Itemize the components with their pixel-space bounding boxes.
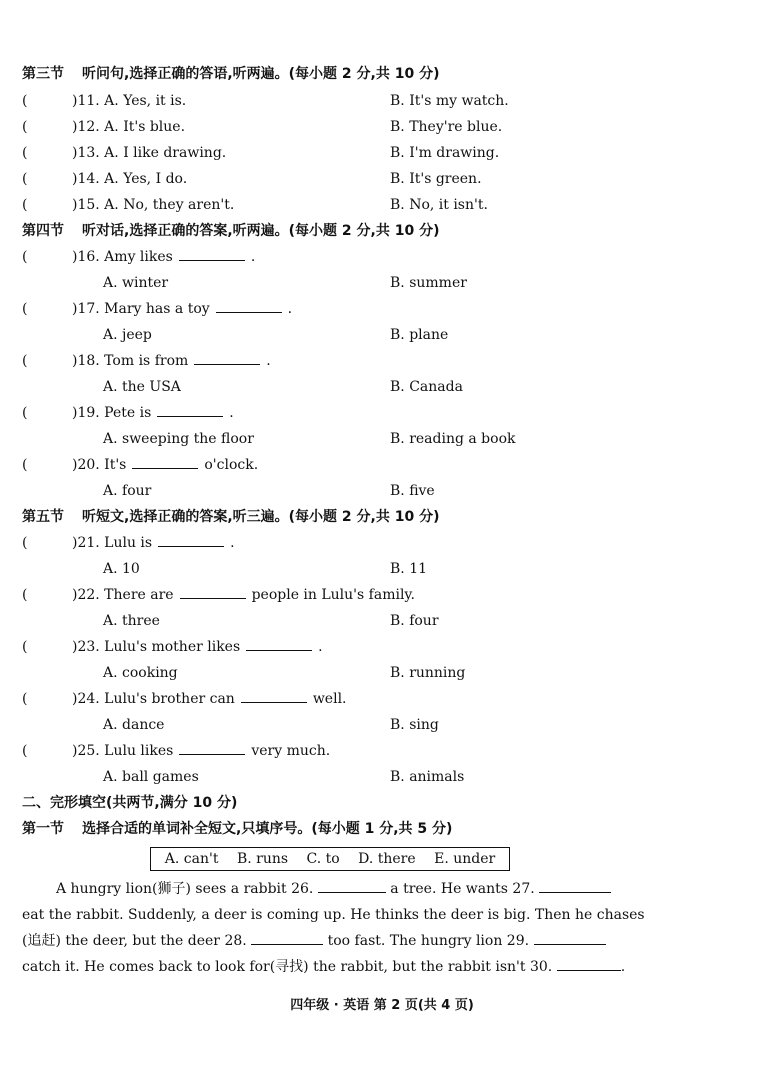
options-row	[0, 270, 764, 296]
question-row	[0, 166, 764, 192]
passage-line-1	[56, 876, 764, 902]
option-b: B. 11	[390, 561, 428, 577]
options-row	[0, 478, 764, 504]
question-text: )24. Lulu's brother can	[72, 691, 235, 707]
question-stem	[72, 452, 258, 478]
question-stem	[72, 738, 330, 764]
question-option-a: )14. A. Yes, I do.	[72, 171, 188, 187]
question-stem	[72, 582, 415, 608]
page-footer: 四年级 · 英语 第 2 页(共 4 页)	[290, 998, 474, 1013]
passage-text: a tree. He wants 27.	[390, 881, 535, 897]
option-b: B. It's green.	[390, 171, 482, 187]
question-text: .	[230, 535, 235, 551]
question-text: very much.	[251, 743, 331, 759]
option-b: B. running	[390, 665, 466, 681]
option-a: A. 10	[103, 561, 140, 577]
word-option: B. runs	[236, 851, 289, 867]
option-b: B. I'm drawing.	[390, 145, 500, 161]
passage-text: too fast. The hungry lion 29.	[327, 933, 530, 949]
option-a: A. three	[103, 613, 160, 629]
answer-paren[interactable]: (	[22, 249, 28, 265]
question-row	[0, 686, 764, 712]
answer-paren[interactable]: (	[22, 691, 28, 707]
answer-paren[interactable]: (	[22, 301, 28, 317]
option-a: A. ball games	[103, 769, 199, 785]
option-b: B. They're blue.	[390, 119, 503, 135]
option-b: B. four	[390, 613, 439, 629]
question-text: .	[266, 353, 271, 369]
question-text: .	[229, 405, 234, 421]
question-text: .	[250, 249, 256, 265]
question-row	[0, 244, 764, 270]
options-row	[0, 608, 764, 634]
option-b: B. summer	[390, 275, 467, 291]
question-text: )25. Lulu likes	[72, 743, 174, 759]
question-stem	[72, 296, 292, 322]
part2-heading: 二、完形填空(共两节,满分 10 分)	[22, 795, 238, 811]
answer-blank[interactable]	[158, 532, 224, 547]
question-stem	[72, 686, 347, 712]
option-b: B. five	[390, 483, 435, 499]
question-row	[0, 348, 764, 374]
section3-heading	[22, 61, 439, 87]
question-stem	[72, 348, 271, 374]
options-row	[0, 322, 764, 348]
part2-section1-title: 第一节	[22, 821, 64, 837]
blank-29[interactable]	[534, 930, 606, 945]
answer-paren[interactable]: (	[22, 353, 28, 369]
answer-blank[interactable]	[179, 740, 245, 755]
option-a: A. four	[103, 483, 152, 499]
section4-instruction: 听对话,选择正确的答案,听两遍。(每小题 2 分,共 10 分)	[82, 223, 440, 239]
question-row	[0, 192, 764, 218]
passage-text: (追赶) the deer, but the deer 28.	[22, 933, 247, 949]
word-option: A. can't	[164, 851, 219, 867]
options-row	[0, 426, 764, 452]
question-row	[0, 140, 764, 166]
option-b: B. sing	[390, 717, 439, 733]
section4-title: 第四节	[22, 223, 64, 239]
answer-paren[interactable]: (	[22, 405, 28, 421]
question-row	[0, 530, 764, 556]
blank-30[interactable]	[557, 956, 621, 971]
question-row	[0, 400, 764, 426]
question-row	[0, 452, 764, 478]
question-row	[0, 738, 764, 764]
part2-section1-heading	[22, 816, 452, 842]
question-option-a: )13. A. I like drawing.	[72, 145, 227, 161]
answer-blank[interactable]	[246, 636, 312, 651]
answer-paren[interactable]: (	[22, 171, 28, 187]
question-text: people in Lulu's family.	[251, 587, 415, 603]
option-a: A. dance	[103, 717, 165, 733]
options-row	[0, 660, 764, 686]
word-options-box	[150, 847, 510, 871]
question-text: )22. There are	[72, 587, 174, 603]
options-row	[0, 712, 764, 738]
question-row	[0, 296, 764, 322]
question-row	[0, 582, 764, 608]
question-text: .	[287, 301, 293, 317]
answer-paren[interactable]: (	[22, 743, 28, 759]
question-stem	[72, 530, 235, 556]
answer-paren[interactable]: (	[22, 639, 28, 655]
option-b: B. No, it isn't.	[390, 197, 488, 213]
question-text: )21. Lulu is	[72, 535, 153, 551]
question-text: )16. Amy likes	[72, 249, 173, 265]
blank-27[interactable]	[539, 878, 611, 893]
answer-paren[interactable]: (	[22, 587, 28, 603]
passage-text: A hungry lion(狮子) sees a rabbit 26.	[56, 881, 314, 897]
answer-blank[interactable]	[132, 454, 198, 469]
answer-paren[interactable]: (	[22, 197, 28, 213]
option-a: A. the USA	[103, 379, 181, 395]
passage-line-3	[22, 928, 742, 954]
answer-paren[interactable]: (	[22, 457, 28, 473]
options-row	[0, 764, 764, 790]
options-row	[0, 556, 764, 582]
question-text: )19. Pete is	[72, 405, 152, 421]
word-option: D. there	[358, 851, 416, 867]
option-a: A. cooking	[103, 665, 178, 681]
question-text: )18. Tom is from	[72, 353, 189, 369]
answer-blank[interactable]	[241, 688, 307, 703]
option-a: A. jeep	[103, 327, 152, 343]
option-a: A. winter	[103, 275, 169, 291]
option-b: B. It's my watch.	[390, 93, 509, 109]
question-option-a: )12. A. It's blue.	[72, 119, 186, 135]
question-option-a: )15. A. No, they aren't.	[72, 197, 235, 213]
answer-blank[interactable]	[157, 402, 223, 417]
section5-instruction: 听短文,选择正确的答案,听三遍。(每小题 2 分,共 10 分)	[82, 509, 440, 525]
answer-paren[interactable]: (	[22, 535, 28, 551]
question-text: )20. It's	[72, 457, 127, 473]
answer-blank[interactable]	[216, 298, 282, 313]
question-row	[0, 114, 764, 140]
options-row	[0, 374, 764, 400]
question-stem	[72, 634, 323, 660]
word-option: C. to	[306, 851, 340, 867]
question-text: )17. Mary has a toy	[72, 301, 210, 317]
option-b: B. animals	[390, 769, 465, 785]
answer-paren[interactable]: (	[22, 145, 28, 161]
question-row	[0, 88, 764, 114]
blank-28[interactable]	[251, 930, 323, 945]
section3-title: 第三节	[22, 66, 64, 82]
question-option-a: )11. A. Yes, it is.	[72, 93, 187, 109]
question-text: o'clock.	[204, 457, 259, 473]
question-text: well.	[312, 691, 347, 707]
answer-blank[interactable]	[179, 246, 245, 261]
answer-paren[interactable]: (	[22, 93, 28, 109]
question-stem	[72, 400, 234, 426]
option-b: B. plane	[390, 327, 449, 343]
blank-26[interactable]	[318, 878, 386, 893]
section5-title: 第五节	[22, 509, 64, 525]
question-row	[0, 634, 764, 660]
answer-blank[interactable]	[180, 584, 246, 599]
answer-blank[interactable]	[194, 350, 260, 365]
section4-heading	[22, 218, 439, 244]
passage-line-4	[22, 954, 742, 980]
passage-line-2: eat the rabbit. Suddenly, a deer is coming up. He thinks the deer is big. Then he chases	[22, 907, 645, 923]
question-text: .	[318, 639, 323, 655]
section5-heading	[22, 504, 439, 530]
word-option: E. under	[434, 851, 496, 867]
option-b: B. Canada	[390, 379, 463, 395]
question-text: )23. Lulu's mother likes	[72, 639, 241, 655]
answer-paren[interactable]: (	[22, 119, 28, 135]
part2-section1-instruction: 选择合适的单词补全短文,只填序号。(每小题 1 分,共 5 分)	[82, 821, 453, 837]
passage-text: .	[620, 959, 626, 975]
section3-instruction: 听问句,选择正确的答语,听两遍。(每小题 2 分,共 10 分)	[82, 66, 440, 82]
option-b: B. reading a book	[390, 431, 516, 447]
passage-text: catch it. He comes back to look for(寻找) the rabbit, but the rabbit isn't 30.	[22, 959, 553, 975]
option-a: A. sweeping the floor	[103, 431, 254, 447]
question-stem	[72, 244, 255, 270]
